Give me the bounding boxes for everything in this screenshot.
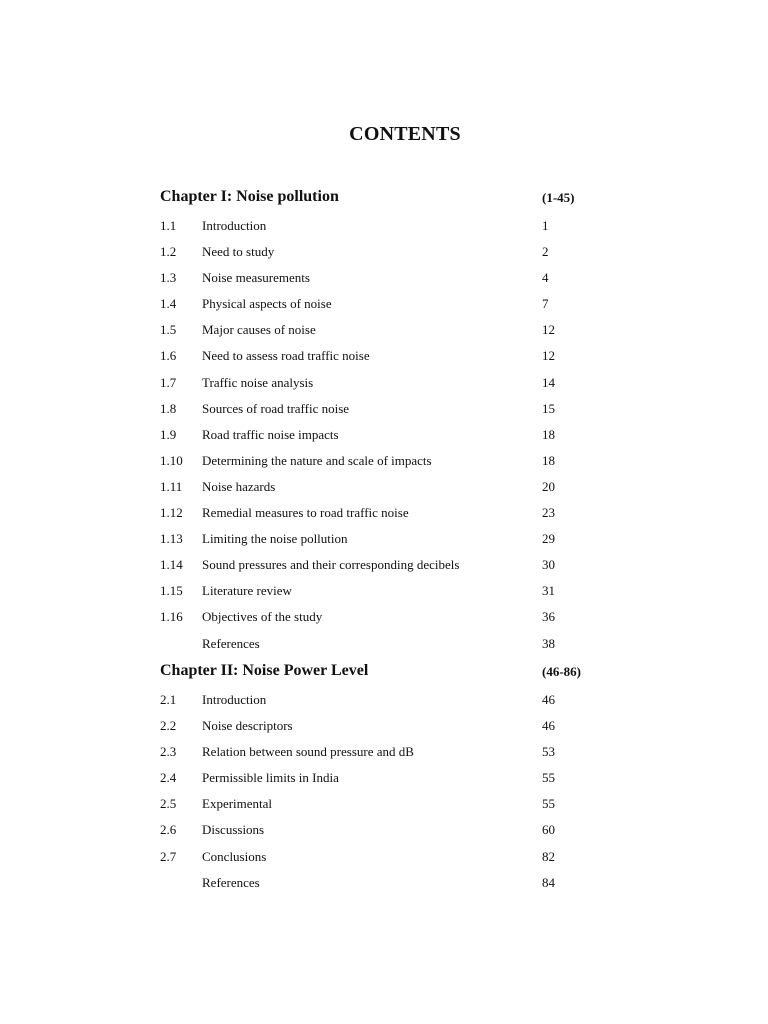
chapter-page-range: (1-45)	[542, 190, 575, 205]
section-title: Remedial measures to road traffic noise	[202, 505, 409, 521]
toc-entry	[160, 603, 600, 629]
chapter-1-section	[160, 186, 600, 656]
page-number: 46	[542, 692, 555, 707]
toc-entry	[160, 843, 600, 869]
section-title: Introduction	[202, 218, 267, 233]
toc-entry	[160, 630, 600, 656]
section-title: Literature review	[202, 583, 292, 599]
section-number: 1.5	[160, 322, 177, 338]
page-title: CONTENTS	[349, 123, 461, 145]
page-number: 12	[542, 348, 555, 364]
section-title: Determining the nature and scale of impacts	[202, 452, 432, 468]
toc-list	[160, 212, 600, 656]
toc-entry	[160, 712, 600, 738]
page-number: 36	[542, 609, 555, 625]
section-title: References	[202, 874, 260, 890]
chapter-title: Chapter II: Noise Power Level	[160, 662, 369, 679]
page-number: 7	[542, 296, 549, 312]
section-number: 2.1	[160, 692, 177, 707]
section-title: Noise measurements	[202, 270, 310, 286]
section-number: 2.6	[160, 822, 177, 838]
page-number: 2	[542, 244, 549, 260]
section-number: 1.13	[160, 531, 183, 547]
chapter-page-range: (46-86)	[542, 664, 581, 679]
section-title: Road traffic noise impacts	[202, 426, 339, 442]
section-number: 2.7	[160, 848, 177, 864]
section-number: 1.14	[160, 557, 183, 573]
section-number: 1.10	[160, 452, 183, 468]
page-number: 14	[542, 374, 555, 390]
section-title: References	[202, 635, 260, 651]
page-number: 29	[542, 531, 555, 547]
section-title: Sound pressures and their corresponding decibels	[202, 557, 460, 573]
page-number: 18	[542, 452, 555, 468]
page-number: 20	[542, 478, 555, 494]
section-number: 1.7	[160, 374, 177, 390]
chapter-heading	[160, 660, 600, 686]
section-title: Discussions	[202, 822, 265, 838]
toc-entry	[160, 764, 600, 790]
toc-entry	[160, 395, 600, 421]
section-title: Physical aspects of noise	[202, 296, 332, 312]
toc-entry	[160, 577, 600, 603]
page-number: 46	[542, 718, 555, 734]
section-number: 1.12	[160, 505, 183, 521]
toc-entry	[160, 290, 600, 316]
page-number: 55	[542, 770, 555, 786]
toc-entry	[160, 316, 600, 342]
toc-entry	[160, 342, 600, 368]
page-number: 82	[542, 848, 555, 864]
section-number: 1.15	[160, 583, 183, 599]
section-number: 2.2	[160, 718, 177, 734]
toc-entry	[160, 264, 600, 290]
section-title: Noise descriptors	[202, 718, 293, 734]
section-number: 1.6	[160, 348, 177, 364]
chapter-2-section	[160, 660, 600, 895]
section-number: 2.3	[160, 744, 177, 760]
toc-entry	[160, 525, 600, 551]
section-number: 1.16	[160, 609, 183, 625]
section-title: Limiting the noise pollution	[202, 531, 348, 547]
section-number: 1.1	[160, 218, 177, 233]
section-number: 1.8	[160, 400, 177, 416]
section-title: Relation between sound pressure and dB	[202, 744, 414, 760]
section-title: Conclusions	[202, 848, 267, 864]
toc-entry	[160, 421, 600, 447]
section-number: 2.5	[160, 796, 177, 812]
toc-entry	[160, 738, 600, 764]
section-title: Major causes of noise	[202, 322, 316, 338]
section-title: Introduction	[202, 692, 267, 707]
chapter-heading	[160, 186, 600, 212]
page-number: 31	[542, 583, 555, 599]
page-number: 18	[542, 426, 555, 442]
page-number: 60	[542, 822, 555, 838]
toc-entry	[160, 212, 600, 238]
toc-entry	[160, 238, 600, 264]
toc-entry	[160, 473, 600, 499]
toc-entry	[160, 686, 600, 712]
section-number: 1.4	[160, 296, 177, 312]
page-number: 4	[542, 270, 549, 286]
section-title: Need to assess road traffic noise	[202, 348, 370, 364]
chapter-title: Chapter I: Noise pollution	[160, 188, 339, 205]
section-number: 1.11	[160, 478, 183, 494]
section-title: Noise hazards	[202, 478, 276, 494]
toc-entry	[160, 499, 600, 525]
section-title: Permissible limits in India	[202, 770, 339, 786]
toc-entry	[160, 369, 600, 395]
section-title: Objectives of the study	[202, 609, 323, 625]
toc-entry	[160, 790, 600, 816]
page-number: 30	[542, 557, 555, 573]
section-title: Sources of road traffic noise	[202, 400, 350, 416]
toc-entry	[160, 869, 600, 895]
page-number: 53	[542, 744, 555, 760]
page-number: 84	[542, 874, 555, 890]
section-number: 1.2	[160, 244, 177, 260]
page-number: 15	[542, 400, 555, 416]
page-number: 23	[542, 505, 555, 521]
toc-list	[160, 686, 600, 895]
toc-entry	[160, 551, 600, 577]
page-number: 1	[542, 218, 549, 233]
section-number: 2.4	[160, 770, 177, 786]
page-number: 12	[542, 322, 555, 338]
section-title: Experimental	[202, 796, 273, 812]
section-number: 1.3	[160, 270, 177, 286]
page-number: 38	[542, 635, 555, 651]
section-title: Need to study	[202, 244, 275, 260]
toc-entry	[160, 447, 600, 473]
toc-entry	[160, 816, 600, 842]
page-number: 55	[542, 796, 555, 812]
section-title: Traffic noise analysis	[202, 374, 314, 390]
section-number: 1.9	[160, 426, 177, 442]
